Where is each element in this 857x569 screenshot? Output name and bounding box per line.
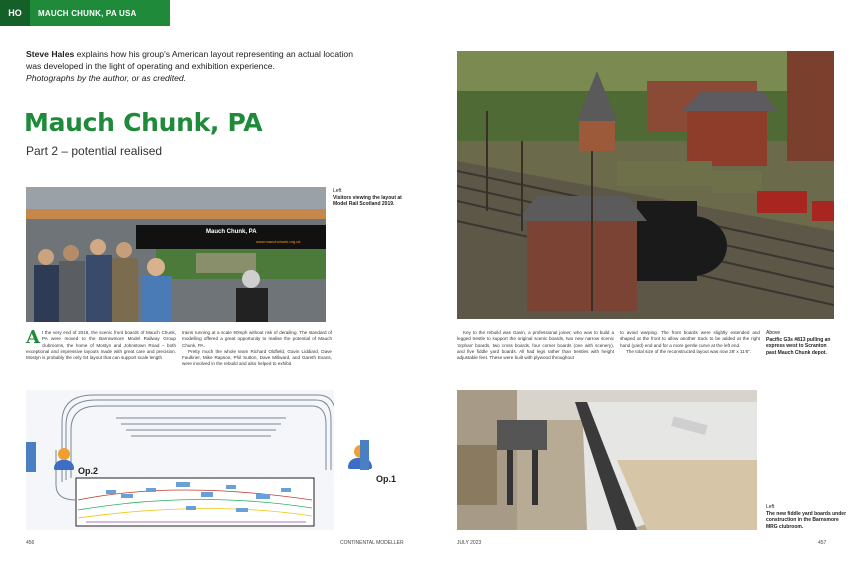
article-title: Mauch Chunk, PA <box>24 108 263 137</box>
caption-tag: Left <box>766 504 775 510</box>
body-column-4 <box>620 330 760 355</box>
section-header-tab <box>0 0 170 26</box>
caption-tag: Above <box>766 330 781 336</box>
column-4-para-1: to avoid warping. The front boards were slightly extended and shaped at the front to allow another track to be added at the right hand (yard) end and for a more gentle curve at the left end. <box>620 330 760 348</box>
magazine-name: CONTINENTAL MODELLER <box>340 540 404 546</box>
author-name: Steve Hales <box>26 49 75 59</box>
operator-1-label: Op.1 <box>376 474 397 484</box>
operator-2-icon <box>54 448 74 470</box>
layout-name-banner: Mauch Chunk, PA <box>206 229 257 235</box>
issue-date: JULY 2023 <box>457 540 482 546</box>
caption-tag: Left <box>333 188 342 194</box>
column-3-text: Key to the rebuild was Gavin, a professional joiner, who was to build a legged trestle to support the original scenic boards, two new narrow scenic 'orphan' boards, two cross boards, four corner boards (one with scenery), and five fiddle yard boards. All had legs rather than trestles with height adjustable feet. These were built with plywood throughout <box>457 330 614 361</box>
page-number-right: 457 <box>818 540 827 546</box>
column-4-para-2: The total size of the reconstructed layout was now 28' x 11'6". <box>626 348 752 354</box>
track-plan-diagram <box>26 390 334 530</box>
caption-text: The new fiddle yard boards under construction in the Barnsmore MRG clubroom. <box>766 510 847 530</box>
scale-badge: HO <box>0 0 30 26</box>
article-subtitle: Part 2 – potential realised <box>26 144 163 158</box>
caption-text: Pacific G3s #813 pulling an express west to Scranton past Mauch Chunk depot. <box>766 336 831 356</box>
intro-standfirst <box>26 48 366 84</box>
page-number-left: 456 <box>26 540 35 546</box>
exhibition-photo <box>26 187 326 322</box>
caption-pacific <box>766 330 838 356</box>
column-2-para-1: trains running at a scale 90mph without risk of derailing. The standard of modelling offered a great opportunity to realise the potential of Mauch Chunk, PA. <box>182 330 332 348</box>
drop-cap: A <box>26 327 40 348</box>
photo-credit: Photographs by the author, or as credited. <box>26 73 187 83</box>
fiddle-yard-photo <box>457 390 757 530</box>
depot-photo <box>457 51 834 319</box>
operator-2-label: Op.2 <box>78 466 99 476</box>
section-location: MAUCH CHUNK, PA USA <box>38 8 137 18</box>
body-column-1 <box>26 327 176 361</box>
website-sign: www.mauchchunk.org.uk <box>256 239 301 244</box>
caption-fiddle-yard <box>766 504 846 530</box>
caption-text: Visitors viewing the layout at Model Rail Scotland 2019. <box>333 194 402 207</box>
caption-visitors <box>333 188 413 208</box>
column-2-para-2: Pretty much the whole team Richard Oldfield, Gavin Liddiard, Dave Faulkner, Mike Rapson, Phil Sutton, Dave Millward, and Gareth Evans, were involved in the rebuild and also helped to exhibit. <box>182 348 332 367</box>
body-column-2 <box>182 330 332 368</box>
column-1-text: t the very end of 2016, the scenic front boards of Mauch Chunk, PA were moved to the Barrowmore Model Railway Group clubrooms, the home of Mostyn and Johnstown Road – both exceptional and impressive layouts made with great care and precision. Mostyn is probably the only S4 layout that can support scale length <box>26 330 176 361</box>
operator-1-panel <box>360 440 369 470</box>
body-column-3 <box>457 330 614 361</box>
intro-text: explains how his group's American layout representing an actual location was developed in the light of operating and exhibition experience. <box>26 49 353 71</box>
